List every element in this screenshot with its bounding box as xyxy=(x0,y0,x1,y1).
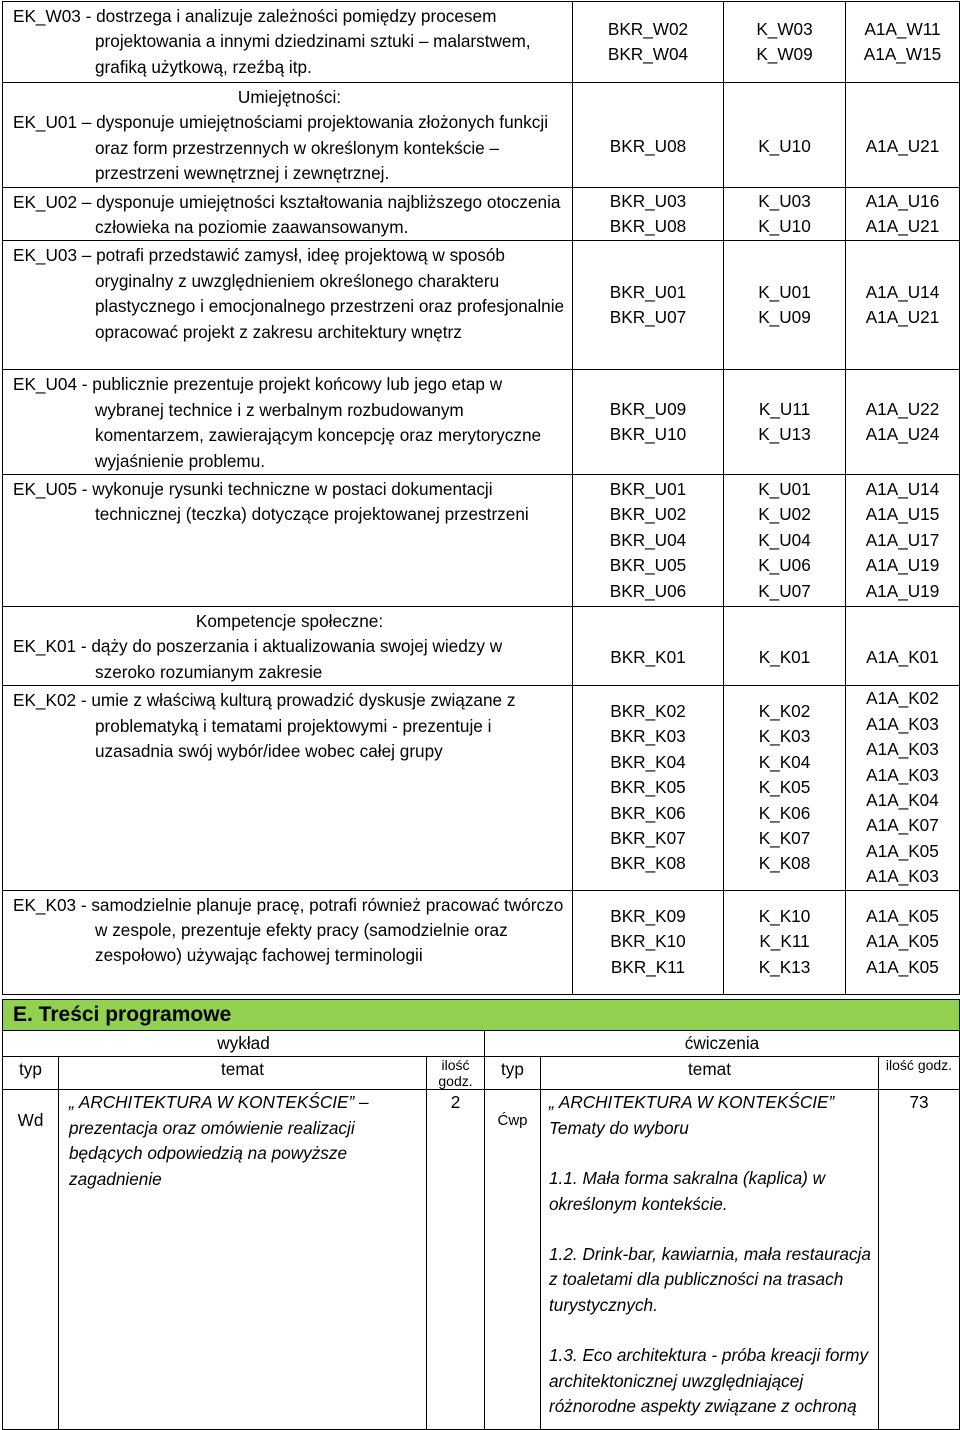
exercise-header: ćwiczenia xyxy=(485,1031,960,1057)
outcome-text: EK_U03 – potrafi przedstawić zamysł, ideę projektową w sposób oryginalny z uwzględnieniem określonego charakteru plastycznego i emocjonalnego przestrzeni oraz profesjonalnie opracować projekt z zakresu architektury wnętrz xyxy=(13,245,565,342)
table-row xyxy=(3,890,960,994)
effect-code: BKR_K11 xyxy=(610,956,686,977)
lecture-topic-title: „ ARCHITEKTURA W KONTEKŚCIE” – xyxy=(69,1092,369,1113)
effect-code: A1A_U21 xyxy=(865,136,940,157)
effect-a1a-cell xyxy=(846,890,960,994)
effect-code: K_K03 xyxy=(758,726,811,747)
effect-k-cell xyxy=(724,83,846,188)
outcome-text: EK_U04 - publicznie prezentuje projekt końcowy lub jego etap w wybranej technice i z werbalnym rozbudowanym komentarzem, zawierającym koncepcję oraz merytoryczne wyjaśnienie problemu. xyxy=(13,374,542,471)
effect-code: BKR_K05 xyxy=(610,777,686,798)
table-row xyxy=(3,187,960,241)
effect-code: BKR_U08 xyxy=(609,216,687,237)
effect-code: A1A_K03 xyxy=(866,739,939,760)
effect-code: A1A_U21 xyxy=(865,307,940,328)
outcome-text: EK_W03 - dostrzega i analizuje zależności pomiędzy procesem projektowania a innymi dziedzinami sztuki – malarstwem, grafiką użytkową, rzeźbą itp. xyxy=(13,6,531,77)
table-row xyxy=(3,475,960,607)
effect-code: BKR_K06 xyxy=(610,802,686,823)
effect-code: A1A_U24 xyxy=(865,424,940,445)
effect-code: A1A_K05 xyxy=(866,840,939,861)
outcome-description xyxy=(3,890,573,994)
effect-code: BKR_W04 xyxy=(607,44,689,64)
lecture-topic-text: prezentacja oraz omówienie realizacji będących odpowiedzią na powyższe zagadnienie xyxy=(69,1117,355,1189)
outcome-description xyxy=(3,686,573,890)
exercise-hours: 73 xyxy=(879,1090,960,1430)
program-content-table xyxy=(2,999,960,1430)
lecture-header: wykład xyxy=(3,1031,485,1057)
effect-bkr-cell xyxy=(573,370,724,475)
effect-code: K_K04 xyxy=(758,751,811,772)
effect-bkr-cell xyxy=(573,607,724,686)
effect-a1a-cell xyxy=(846,686,960,890)
effect-code: K_U03 xyxy=(758,190,811,211)
table-row xyxy=(3,607,960,686)
outcome-description xyxy=(3,475,573,607)
outcome-text: EK_U05 - wykonuje rysunki techniczne w postaci dokumentacji technicznej (teczka) dotyczące projektowanej przestrzeni xyxy=(13,479,529,525)
effect-code: BKR_K01 xyxy=(610,647,686,668)
exercise-topic-header: temat xyxy=(541,1057,879,1090)
exercise-item-2: 1.2. Drink-bar, kawiarnia, mała restauracja z toaletami dla publiczności na trasach turystycznych. xyxy=(549,1244,871,1315)
effect-code: A1A_K07 xyxy=(866,815,939,836)
outcome-text: EK_K03 - samodzielnie planuje pracę, potrafi również pracować twórczo w zespole, prezentuje efekty pracy (samodzielnie oraz zespołowo) używając fachowej terminologii xyxy=(13,894,564,966)
effect-bkr-cell xyxy=(573,83,724,188)
effect-code: BKR_K07 xyxy=(610,828,686,849)
section-title: E. Treści programowe xyxy=(3,1000,960,1031)
table-row xyxy=(3,2,960,83)
effect-code: BKR_U08 xyxy=(609,136,687,157)
effect-code: BKR_K09 xyxy=(610,905,686,926)
effect-code: A1A_U19 xyxy=(865,580,940,601)
lecture-topic xyxy=(59,1090,427,1430)
effect-code: A1A_U14 xyxy=(865,282,940,303)
effect-bkr-cell xyxy=(573,187,724,241)
effect-code: K_U11 xyxy=(758,398,811,419)
effect-code: K_K10 xyxy=(758,905,811,926)
effect-a1a-cell xyxy=(846,83,960,188)
outcome-description xyxy=(3,370,573,475)
effect-a1a-cell xyxy=(846,607,960,686)
effect-k-cell xyxy=(724,607,846,686)
effect-code: K_K08 xyxy=(758,853,811,874)
effect-code: A1A_K05 xyxy=(866,905,939,926)
effect-code: K_K01 xyxy=(758,647,811,668)
outcome-description xyxy=(3,83,573,188)
effect-k-cell xyxy=(724,241,846,370)
effect-code: A1A_K03 xyxy=(866,764,939,785)
effect-k-cell xyxy=(724,475,846,607)
effect-code: K_U10 xyxy=(758,136,811,157)
effect-code: K_K13 xyxy=(758,956,811,977)
section-header: Kompetencje społeczne: xyxy=(195,611,384,632)
outcome-text: EK_U02 – dysponuje umiejętności kształtowania najbliższego otoczenia człowieka na poziomie zaawansowanym. xyxy=(13,191,561,238)
effect-code: A1A_U16 xyxy=(865,190,940,211)
effect-code: BKR_U01 xyxy=(609,479,687,500)
effect-code: BKR_K04 xyxy=(610,751,686,772)
effect-code: K_K05 xyxy=(758,777,811,798)
effect-code: A1A_K03 xyxy=(866,866,939,887)
lecture-type: Wd xyxy=(3,1090,59,1430)
effect-code: K_W03 xyxy=(756,18,813,39)
effect-code: BKR_U10 xyxy=(609,424,687,445)
section-header: Umiejętności: xyxy=(237,87,342,107)
effect-code: K_U06 xyxy=(758,555,811,576)
effect-a1a-cell xyxy=(846,2,960,83)
effect-code: A1A_K04 xyxy=(866,789,939,810)
effect-code: A1A_U14 xyxy=(865,479,940,500)
exercise-item-3: 1.3. Eco architektura - próba kreacji formy architektonicznej uwzględniającej różnorodne aspekty związane z ochroną xyxy=(549,1345,869,1417)
effect-bkr-cell xyxy=(573,475,724,607)
effect-code: K_K07 xyxy=(758,828,811,849)
outcome-text: EK_U01 – dysponuje umiejętnościami projektowania złożonych funkcji oraz form przestrzennych w określonym kontekście – przestrzeni wewnętrznej i zewnętrznej. xyxy=(13,112,549,184)
exercise-type-header: typ xyxy=(485,1057,541,1090)
lecture-hours-header: ilość godz. xyxy=(427,1057,485,1090)
effect-code: K_U04 xyxy=(758,529,811,550)
effect-bkr-cell xyxy=(573,2,724,83)
effect-code: K_U02 xyxy=(758,504,811,525)
effect-code: BKR_U01 xyxy=(609,282,687,303)
effect-code: K_W09 xyxy=(756,44,813,64)
outcome-description xyxy=(3,241,573,370)
effect-code: K_K02 xyxy=(758,700,811,721)
exercise-topic xyxy=(541,1090,879,1430)
effect-code: A1A_U15 xyxy=(865,504,940,525)
lecture-hours: 2 xyxy=(427,1090,485,1430)
effect-k-cell xyxy=(724,890,846,994)
effect-bkr-cell xyxy=(573,686,724,890)
exercise-topic-title: „ ARCHITEKTURA W KONTEKŚCIE” xyxy=(549,1092,835,1113)
effect-code: BKR_U04 xyxy=(609,529,687,550)
outcome-text: EK_K01 - dąży do poszerzania i aktualizowania swojej wiedzy w szeroko rozumianym zakresie xyxy=(13,636,503,682)
effect-code: A1A_K02 xyxy=(866,688,939,709)
effect-code: A1A_K03 xyxy=(866,713,939,734)
effect-code: K_K06 xyxy=(758,802,811,823)
effect-k-cell xyxy=(724,686,846,890)
effect-code: BKR_U09 xyxy=(609,398,687,419)
table-row xyxy=(3,686,960,890)
exercise-hours-header: ilość godz. xyxy=(879,1057,960,1090)
effect-code: BKR_U07 xyxy=(609,307,687,328)
effect-a1a-cell xyxy=(846,241,960,370)
effect-code: BKR_U03 xyxy=(609,190,687,211)
effect-code: K_U13 xyxy=(758,424,811,445)
effect-code: A1A_W15 xyxy=(863,44,942,64)
learning-outcomes-table xyxy=(2,1,960,995)
effect-bkr-cell xyxy=(573,890,724,994)
effect-code: BKR_K08 xyxy=(610,853,686,874)
table-row xyxy=(3,370,960,475)
effect-code: BKR_U06 xyxy=(609,580,687,601)
effect-a1a-cell xyxy=(846,370,960,475)
effect-code: A1A_K05 xyxy=(866,931,939,952)
effect-code: A1A_W11 xyxy=(864,18,941,39)
exercise-type: Ćwp xyxy=(485,1090,541,1430)
effect-code: BKR_U05 xyxy=(609,555,687,576)
effect-code: BKR_U02 xyxy=(609,504,687,525)
effect-code: BKR_K02 xyxy=(610,700,686,721)
outcome-text: EK_K02 - umie z właściwą kulturą prowadzić dyskusje związane z problematyką i tematami projektowymi - prezentuje i uzasadnia swój wybór/idee wobec całej grupy xyxy=(13,690,516,762)
outcome-description xyxy=(3,2,573,83)
table-row xyxy=(3,241,960,370)
effect-code: K_U01 xyxy=(758,282,811,303)
effect-code: BKR_W02 xyxy=(607,18,689,39)
outcome-description xyxy=(3,187,573,241)
effect-code: A1A_U19 xyxy=(865,555,940,576)
lecture-topic-header: temat xyxy=(59,1057,427,1090)
effect-code: K_U10 xyxy=(758,216,811,237)
effect-code: K_K11 xyxy=(759,931,810,952)
effect-code: BKR_K10 xyxy=(610,931,686,952)
effect-a1a-cell xyxy=(846,475,960,607)
lecture-type-header: typ xyxy=(3,1057,59,1090)
effect-code: A1A_U21 xyxy=(865,216,940,237)
effect-code: A1A_K01 xyxy=(866,647,939,668)
exercise-item-1: 1.1. Mała forma sakralna (kaplica) w określonym kontekście. xyxy=(549,1168,826,1214)
effect-code: A1A_U22 xyxy=(865,398,940,419)
effect-a1a-cell xyxy=(846,187,960,241)
effect-code: K_U01 xyxy=(758,479,811,500)
exercise-topic-subtitle: Tematy do wyboru xyxy=(549,1117,689,1138)
effect-code: A1A_U17 xyxy=(865,529,940,550)
effect-bkr-cell xyxy=(573,241,724,370)
effect-k-cell xyxy=(724,187,846,241)
effect-code: BKR_K03 xyxy=(610,726,686,747)
effect-k-cell xyxy=(724,370,846,475)
effect-code: K_U09 xyxy=(758,307,811,328)
table-row xyxy=(3,83,960,188)
effect-code: A1A_K05 xyxy=(866,956,939,977)
effect-code: K_U07 xyxy=(758,580,811,601)
effect-k-cell xyxy=(724,2,846,83)
outcome-description xyxy=(3,607,573,686)
